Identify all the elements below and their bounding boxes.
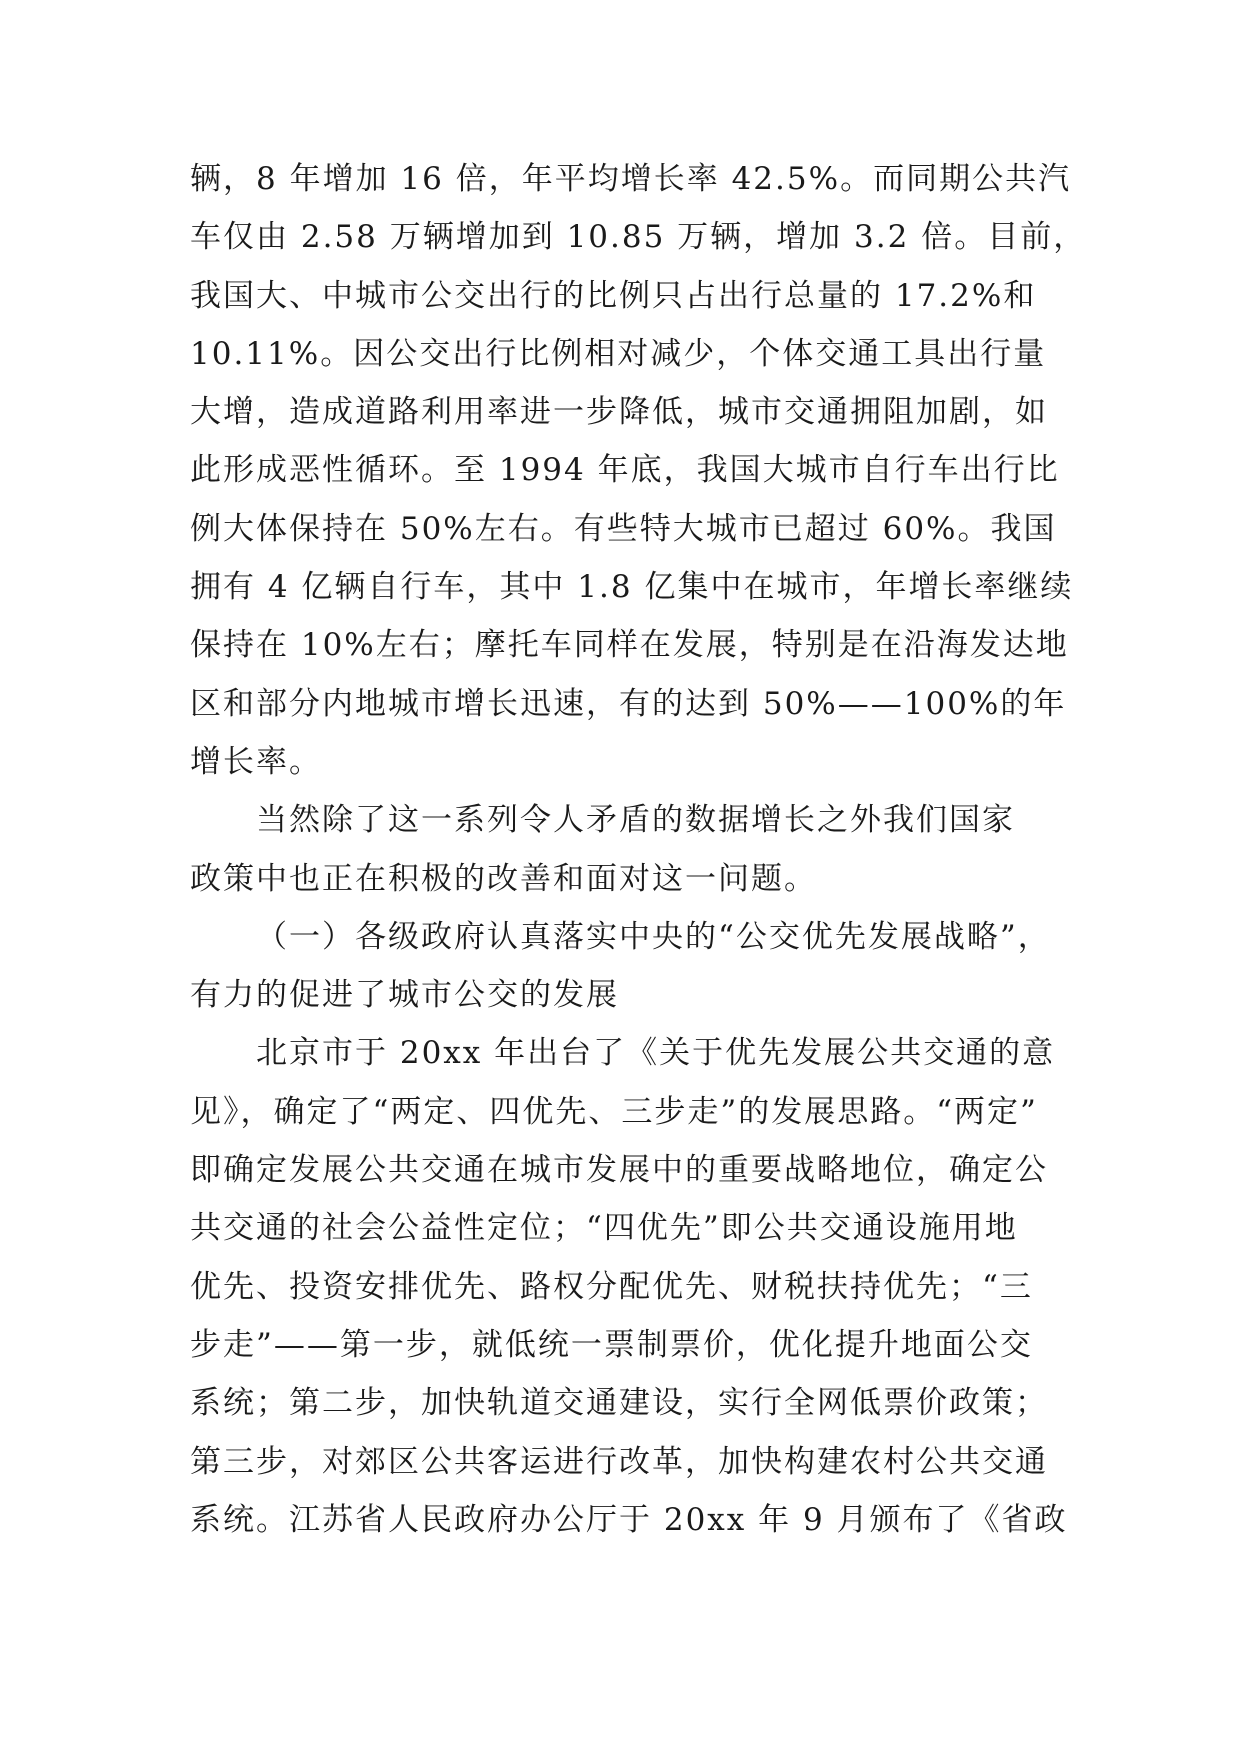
text-line: 优先、投资安排优先、路权分配优先、财税扶持优先；“三 bbox=[190, 1268, 1033, 1305]
text-line: 例大体保持在 50%左右。有些特大城市已超过 60%。我国 bbox=[190, 510, 1057, 547]
text-line: 拥有 4 亿辆自行车，其中 1.8 亿集中在城市，年增长率继续 bbox=[190, 569, 1074, 606]
text-line: 增长率。 bbox=[190, 743, 322, 780]
text-line: 步走”——第一步，就低统一票制票价，优化提升地面公交 bbox=[190, 1326, 1033, 1363]
text-line: 辆，8 年增加 16 倍，年平均增长率 42.5%。而同期公共汽 bbox=[190, 161, 1072, 197]
section-heading-cont: 有力的促进了城市公交的发展 bbox=[190, 977, 619, 1014]
text-line: 系统；第二步，加快轨道交通建设，实行全网低票价政策； bbox=[190, 1385, 1048, 1422]
text-line: 10.11%。因公交出行比例相对减少，个体交通工具出行量 bbox=[190, 335, 1047, 372]
text-line: 第三步，对郊区公共客运进行改革，加快构建农村公共交通 bbox=[190, 1443, 1048, 1480]
text-line: 大增，造成道路利用率进一步降低，城市交通拥阻加剧，如 bbox=[190, 394, 1048, 431]
text-line: 政策中也正在积极的改善和面对这一问题。 bbox=[190, 860, 817, 897]
paragraph-first-line: 当然除了这一系列令人矛盾的数据增长之外我们国家 bbox=[256, 802, 1015, 839]
text-line: 保持在 10%左右；摩托车同样在发展，特别是在沿海发达地 bbox=[190, 627, 1069, 664]
text-line: 区和部分内地城市增长迅速，有的达到 50%——100%的年 bbox=[190, 685, 1067, 722]
paragraph-first-line: 北京市于 20xx 年出台了《关于优先发展公共交通的意 bbox=[256, 1035, 1056, 1072]
text-line: 见》，确定了“两定、四优先、三步走”的发展思路。“两定” bbox=[190, 1093, 1038, 1130]
section-heading: （一）各级政府认真落实中央的“公交优先发展战略”， bbox=[256, 918, 1051, 955]
text-line: 车仅由 2.58 万辆增加到 10.85 万辆，增加 3.2 倍。目前， bbox=[190, 219, 1087, 256]
text-line: 我国大、中城市公交出行的比例只占出行总量的 17.2%和 bbox=[190, 277, 1037, 314]
text-line: 共交通的社会公益性定位；“四优先”即公共交通设施用地 bbox=[190, 1210, 1018, 1247]
text-line: 此形成恶性循环。至 1994 年底，我国大城市自行车出行比 bbox=[190, 452, 1060, 489]
text-line: 即确定发展公共交通在城市发展中的重要战略地位，确定公 bbox=[190, 1152, 1048, 1189]
document-page bbox=[190, 150, 1087, 1549]
text-line: 系统。江苏省人民政府办公厅于 20xx 年 9 月颁布了《省政 bbox=[190, 1501, 1068, 1538]
